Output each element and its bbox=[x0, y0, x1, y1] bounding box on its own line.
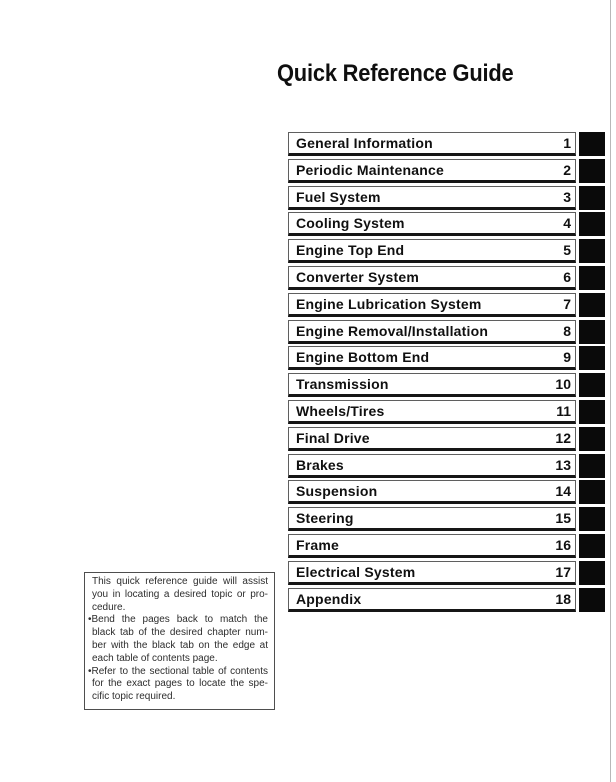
chapter-number: 12 bbox=[555, 429, 571, 446]
note-line: cedure. bbox=[92, 601, 126, 613]
black-tab bbox=[579, 132, 605, 156]
note-line: ber with the black tab on the edge at bbox=[92, 639, 268, 651]
chapter-label: Frame bbox=[296, 536, 340, 553]
chapter-row bbox=[288, 212, 605, 236]
chapter-label: Fuel System bbox=[296, 188, 381, 205]
black-tab bbox=[579, 507, 605, 531]
chapter-label: Engine Removal/Installation bbox=[296, 322, 489, 339]
chapter-label: Engine Top End bbox=[296, 242, 405, 259]
chapter-box bbox=[288, 480, 576, 504]
note-box bbox=[84, 572, 275, 710]
chapter-label: Engine Bottom End bbox=[296, 349, 430, 366]
black-tab bbox=[579, 561, 605, 585]
chapter-number: 5 bbox=[563, 242, 571, 259]
chapter-number: 10 bbox=[555, 376, 571, 393]
page-edge-line bbox=[610, 0, 611, 782]
chapter-box bbox=[288, 427, 576, 451]
black-tab bbox=[579, 239, 605, 263]
note-line: •Refer to the sectional table of contents bbox=[88, 665, 268, 677]
chapter-row bbox=[288, 132, 605, 156]
page-title: Quick Reference Guide bbox=[277, 60, 514, 87]
chapter-row bbox=[288, 454, 605, 478]
black-tab bbox=[579, 293, 605, 317]
chapter-list bbox=[288, 132, 605, 612]
black-tab bbox=[579, 320, 605, 344]
chapter-box bbox=[288, 186, 576, 210]
black-tab bbox=[579, 588, 605, 612]
chapter-box bbox=[288, 293, 576, 317]
black-tab bbox=[579, 534, 605, 558]
chapter-row bbox=[288, 239, 605, 263]
chapter-label: Suspension bbox=[296, 483, 378, 500]
chapter-row bbox=[288, 373, 605, 397]
black-tab bbox=[579, 480, 605, 504]
note-line: each table of contents page. bbox=[92, 652, 218, 664]
chapter-row bbox=[288, 588, 605, 612]
chapter-box bbox=[288, 588, 576, 612]
chapter-row bbox=[288, 159, 605, 183]
chapter-label: Brakes bbox=[296, 456, 344, 473]
chapter-row bbox=[288, 186, 605, 210]
chapter-number: 6 bbox=[563, 268, 571, 285]
chapter-number: 2 bbox=[563, 161, 571, 178]
chapter-box bbox=[288, 132, 576, 156]
black-tab bbox=[579, 454, 605, 478]
black-tab bbox=[579, 266, 605, 290]
chapter-number: 11 bbox=[556, 402, 571, 419]
chapter-number: 16 bbox=[555, 536, 571, 553]
chapter-box bbox=[288, 507, 576, 531]
chapter-box bbox=[288, 373, 576, 397]
chapter-number: 17 bbox=[555, 563, 571, 580]
chapter-number: 13 bbox=[555, 456, 571, 473]
chapter-label: Electrical System bbox=[296, 563, 416, 580]
chapter-label: Appendix bbox=[296, 590, 362, 607]
chapter-number: 7 bbox=[563, 295, 571, 312]
chapter-row bbox=[288, 507, 605, 531]
chapter-box bbox=[288, 320, 576, 344]
chapter-number: 4 bbox=[563, 215, 571, 232]
black-tab bbox=[579, 212, 605, 236]
chapter-box bbox=[288, 534, 576, 558]
black-tab bbox=[579, 346, 605, 370]
note-line: for the exact pages to locate the spe- bbox=[92, 678, 268, 690]
note-line: •Bend the pages back to match the bbox=[88, 614, 268, 626]
chapter-row bbox=[288, 534, 605, 558]
chapter-box bbox=[288, 561, 576, 585]
chapter-row bbox=[288, 400, 605, 424]
chapter-row bbox=[288, 266, 605, 290]
note-line: you in locating a desired topic or pro- bbox=[92, 588, 268, 600]
chapter-box bbox=[288, 239, 576, 263]
chapter-number: 15 bbox=[555, 510, 571, 527]
chapter-box bbox=[288, 159, 576, 183]
chapter-label: Final Drive bbox=[296, 429, 370, 446]
chapter-row bbox=[288, 427, 605, 451]
chapter-label: General Information bbox=[296, 135, 433, 151]
chapter-number: 8 bbox=[563, 322, 571, 339]
chapter-box bbox=[288, 346, 576, 370]
chapter-box bbox=[288, 400, 576, 424]
black-tab bbox=[579, 159, 605, 183]
chapter-box bbox=[288, 212, 576, 236]
chapter-label: Wheels/Tires bbox=[296, 402, 385, 419]
chapter-label: Periodic Maintenance bbox=[296, 161, 444, 178]
chapter-box bbox=[288, 266, 576, 290]
chapter-row bbox=[288, 561, 605, 585]
black-tab bbox=[579, 427, 605, 451]
chapter-row bbox=[288, 480, 605, 504]
black-tab bbox=[579, 186, 605, 210]
black-tab bbox=[579, 373, 605, 397]
chapter-label: Steering bbox=[296, 510, 354, 527]
chapter-label: Engine Lubrication System bbox=[296, 295, 482, 312]
note-line: cific topic required. bbox=[92, 691, 176, 703]
chapter-row bbox=[288, 293, 605, 317]
chapter-number: 9 bbox=[563, 349, 571, 366]
chapter-number: 3 bbox=[563, 188, 571, 205]
chapter-label: Transmission bbox=[296, 376, 389, 393]
chapter-number: 14 bbox=[555, 483, 571, 500]
chapter-number: 1 bbox=[563, 135, 571, 151]
black-tab bbox=[579, 400, 605, 424]
chapter-row bbox=[288, 346, 605, 370]
chapter-number: 18 bbox=[555, 590, 571, 607]
note-line: This quick reference guide will assist bbox=[92, 576, 268, 587]
chapter-box bbox=[288, 454, 576, 478]
chapter-label: Cooling System bbox=[296, 215, 405, 232]
chapter-row bbox=[288, 320, 605, 344]
chapter-label: Converter System bbox=[296, 268, 420, 285]
note-line: black tab of the desired chapter num- bbox=[92, 627, 268, 639]
